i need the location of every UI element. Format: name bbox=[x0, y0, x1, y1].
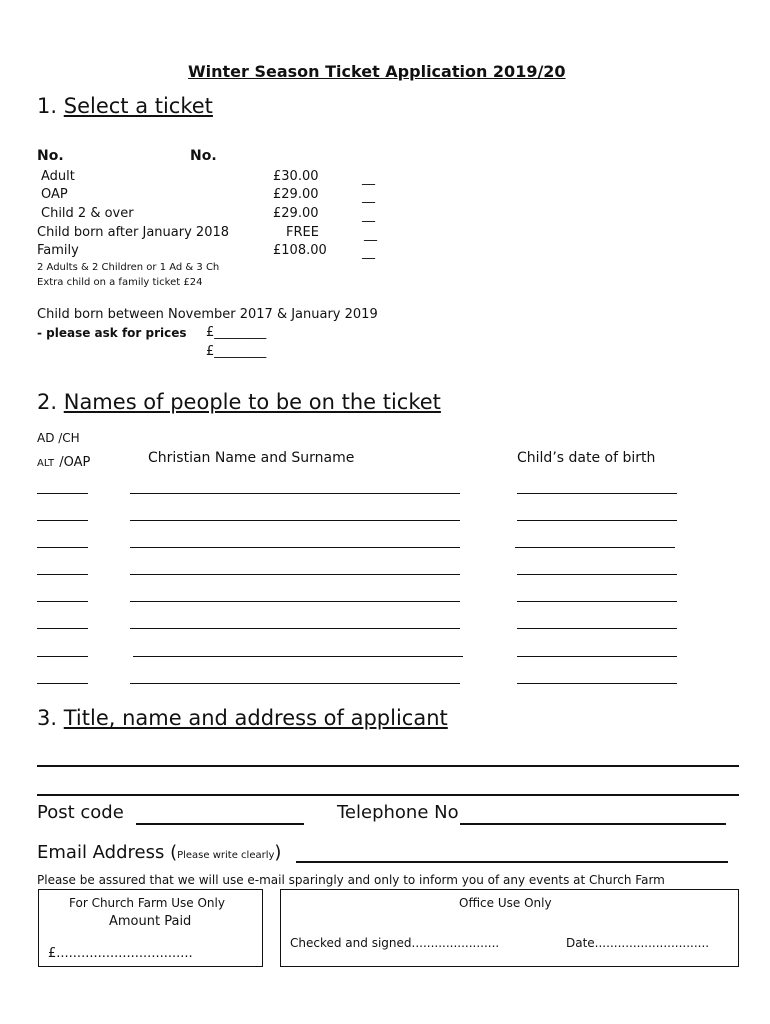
ticket-qty-family[interactable]: __ bbox=[362, 245, 375, 260]
address-line-1[interactable] bbox=[37, 765, 739, 767]
family-note: 2 Adults & 2 Children or 1 Ad & 3 Ch bbox=[37, 262, 220, 273]
row-3-name-field[interactable] bbox=[130, 547, 460, 548]
row-6-type-field[interactable] bbox=[37, 628, 88, 629]
row-5-dob-field[interactable] bbox=[517, 601, 677, 602]
amount-paid-label: Amount Paid bbox=[109, 914, 192, 929]
amount-paid-field[interactable]: £................................. bbox=[48, 946, 193, 961]
ticket-qty-infant[interactable]: __ bbox=[364, 227, 377, 242]
section-2-number: 2. bbox=[37, 390, 58, 414]
row-8-name-field[interactable] bbox=[130, 683, 460, 684]
row-6-name-field[interactable] bbox=[130, 628, 460, 629]
col-type-label-2 bbox=[37, 451, 90, 470]
email-hint: Please write clearly bbox=[177, 850, 275, 861]
ticket-name-family: Family bbox=[37, 243, 79, 258]
price-field-1[interactable]: £________ bbox=[206, 325, 267, 340]
row-8-dob-field[interactable] bbox=[517, 683, 677, 684]
ticket-name-infant: Child born after January 2018 bbox=[37, 225, 230, 240]
ticket-name-child: Child 2 & over bbox=[41, 206, 134, 221]
section-2-heading bbox=[37, 390, 441, 414]
col-dob-label: Child’s date of birth bbox=[517, 450, 656, 466]
ticket-price-oap: £29.00 bbox=[273, 187, 319, 202]
email-assurance: Please be assured that we will use e-mail sparingly and only to inform you of any events at Church Farm bbox=[37, 873, 665, 887]
section-2-title: Names of people to be on the ticket bbox=[63, 390, 441, 414]
row-7-dob-field[interactable] bbox=[517, 656, 677, 657]
row-4-name-field[interactable] bbox=[130, 574, 460, 575]
row-4-dob-field[interactable] bbox=[517, 574, 677, 575]
col-type-alt: ALT bbox=[37, 458, 55, 469]
row-5-name-field[interactable] bbox=[130, 601, 460, 602]
col-type-oap: /OAP bbox=[59, 455, 91, 470]
row-8-type-field[interactable] bbox=[37, 683, 88, 684]
ticket-qty-adult[interactable]: __ bbox=[362, 171, 375, 186]
row-2-type-field[interactable] bbox=[37, 520, 88, 521]
col-no-label-2: No. bbox=[190, 148, 217, 164]
row-2-dob-field[interactable] bbox=[517, 520, 677, 521]
postcode-label: Post code bbox=[37, 802, 124, 823]
col-type-label: AD /CH bbox=[37, 431, 80, 445]
address-line-2[interactable] bbox=[37, 794, 739, 796]
ticket-price-infant: FREE bbox=[286, 225, 319, 240]
row-1-name-field[interactable] bbox=[130, 493, 460, 494]
ticket-price-adult: £30.00 bbox=[273, 169, 319, 184]
row-1-type-field[interactable] bbox=[37, 493, 88, 494]
email-label-close: ) bbox=[274, 842, 282, 863]
child-between-note: Child born between November 2017 & January 2019 bbox=[37, 307, 378, 322]
col-name-label: Christian Name and Surname bbox=[148, 450, 355, 466]
postcode-field[interactable] bbox=[136, 823, 304, 825]
telephone-field[interactable] bbox=[460, 823, 726, 825]
ask-prices-note: - please ask for prices bbox=[37, 326, 187, 340]
email-label bbox=[37, 842, 281, 863]
ticket-name-oap: OAP bbox=[41, 187, 68, 202]
office-use-title: Office Use Only bbox=[459, 896, 552, 910]
price-field-2[interactable]: £________ bbox=[206, 344, 267, 359]
ticket-qty-oap[interactable]: __ bbox=[362, 189, 375, 204]
ticket-name-adult: Adult bbox=[41, 169, 75, 184]
row-5-type-field[interactable] bbox=[37, 601, 88, 602]
page-title: Winter Season Ticket Application 2019/20 bbox=[188, 62, 566, 81]
row-3-dob-field[interactable] bbox=[515, 547, 675, 548]
row-7-name-field[interactable] bbox=[133, 656, 463, 657]
row-7-type-field[interactable] bbox=[37, 656, 88, 657]
row-1-dob-field[interactable] bbox=[517, 493, 677, 494]
ticket-price-family: £108.00 bbox=[273, 243, 327, 258]
church-farm-box bbox=[38, 889, 263, 967]
section-3-title: Title, name and address of applicant bbox=[63, 706, 448, 730]
section-1-heading bbox=[37, 94, 213, 118]
office-use-box bbox=[280, 889, 739, 967]
row-6-dob-field[interactable] bbox=[517, 628, 677, 629]
extra-child-note: Extra child on a family ticket £24 bbox=[37, 277, 203, 288]
checked-signed-field[interactable]: Checked and signed....................... bbox=[290, 936, 500, 950]
telephone-label: Telephone No bbox=[337, 802, 459, 823]
row-2-name-field[interactable] bbox=[130, 520, 460, 521]
email-field[interactable] bbox=[296, 861, 728, 863]
ticket-price-child: £29.00 bbox=[273, 206, 319, 221]
section-3-number: 3. bbox=[37, 706, 58, 730]
section-3-heading bbox=[37, 706, 448, 730]
row-3-type-field[interactable] bbox=[37, 547, 88, 548]
row-4-type-field[interactable] bbox=[37, 574, 88, 575]
ticket-qty-child[interactable]: __ bbox=[362, 208, 375, 223]
date-field[interactable]: Date.............................. bbox=[566, 936, 710, 950]
col-no-label-1: No. bbox=[37, 148, 64, 164]
section-1-title: Select a ticket bbox=[63, 94, 213, 118]
church-farm-title: For Church Farm Use Only bbox=[69, 896, 225, 910]
section-1-number: 1. bbox=[37, 94, 58, 118]
email-label-text: Email Address ( bbox=[37, 842, 178, 863]
